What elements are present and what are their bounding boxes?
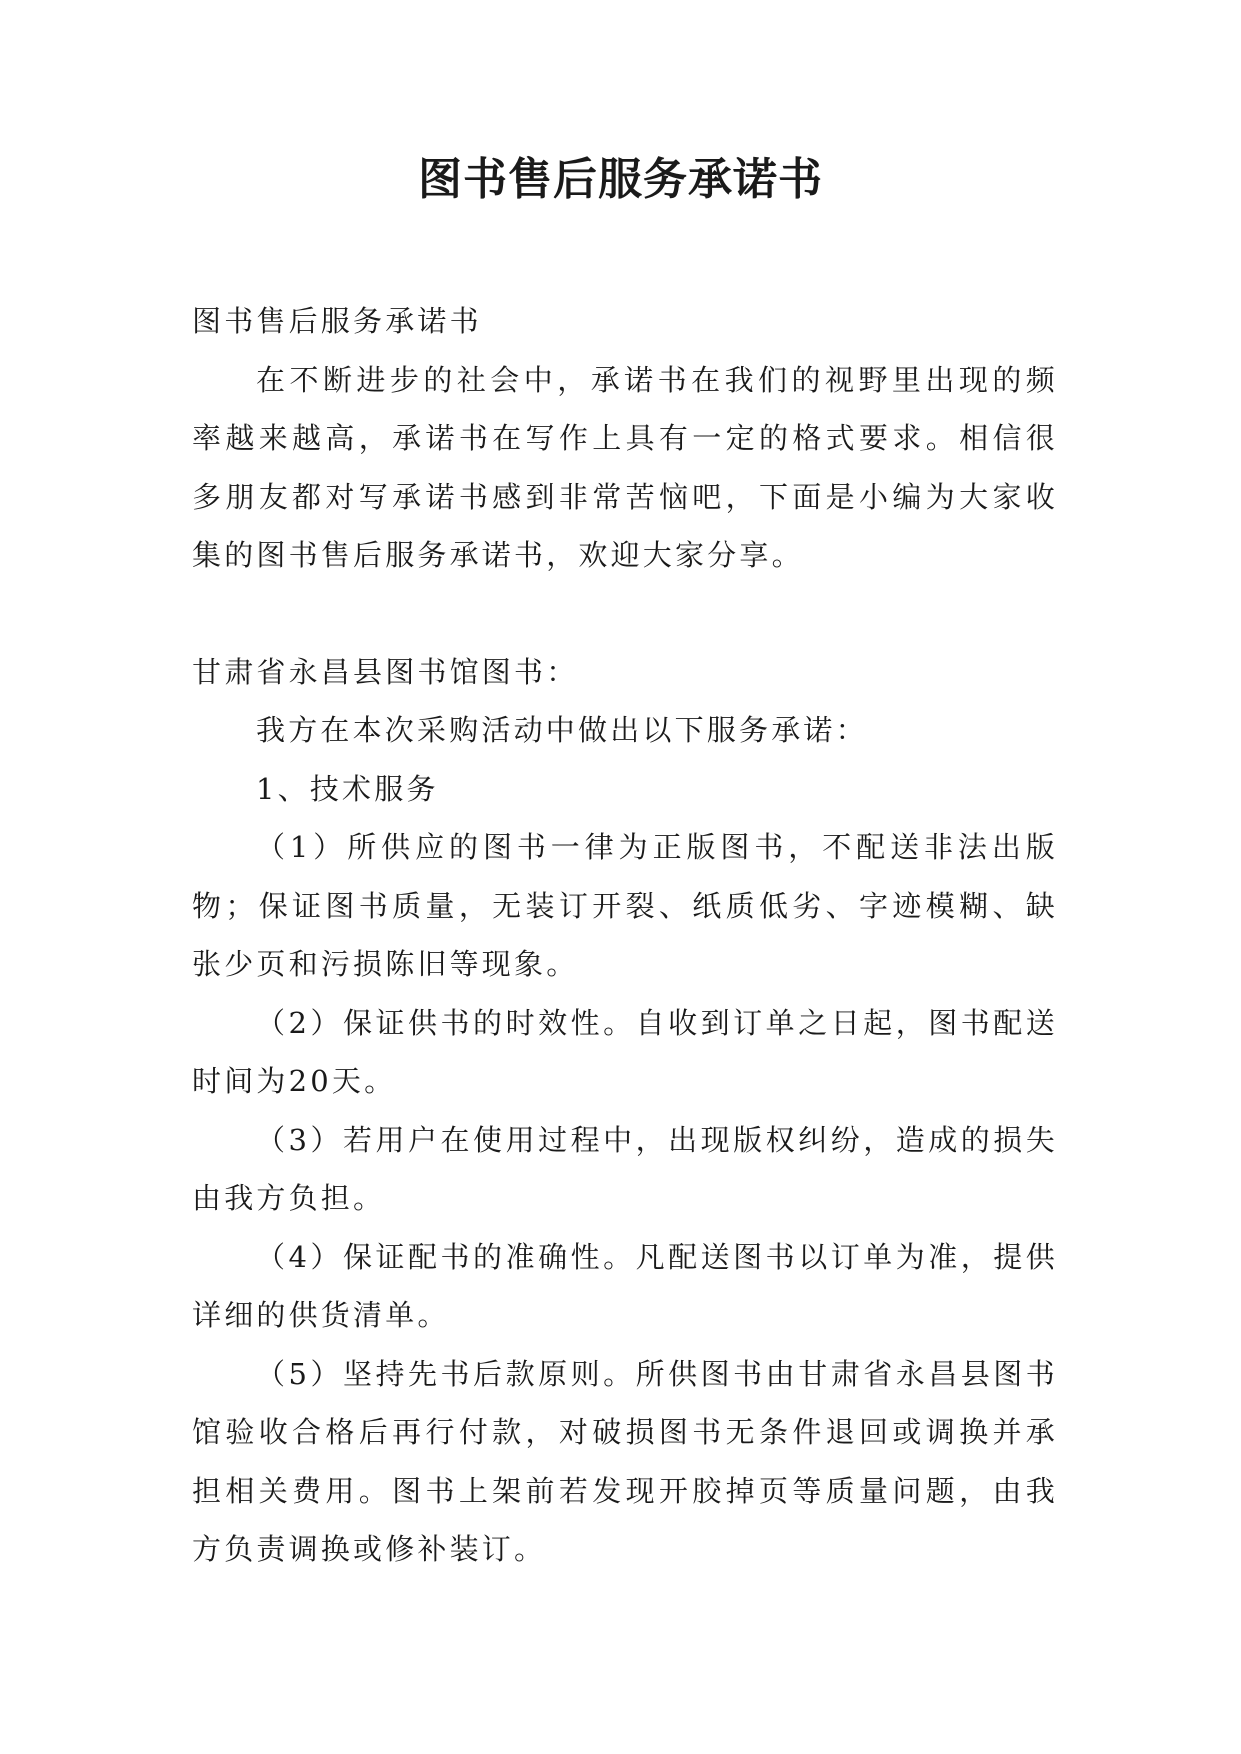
intro-paragraph: 在不断进步的社会中，承诺书在我们的视野里出现的频率越来越高，承诺书在写作上具有一定的格式要求。相信很多朋友都对写承诺书感到非常苦恼吧，下面是小编为大家收集的图书售后服务承诺书，欢迎大家分享。 xyxy=(192,362,1058,572)
document-body xyxy=(192,292,1058,1579)
commitment-item-3: （3）若用户在使用过程中，出现版权纠纷，造成的损失由我方负担。 xyxy=(192,1122,1058,1215)
document-title: 图书售后服务承诺书 xyxy=(418,154,823,205)
paragraph-spacer xyxy=(192,585,1058,643)
commitment-item-5: （5）坚持先书后款原则。所供图书由甘肃省永昌县图书馆验收合格后再行付款，对破损图书无条件退回或调换并承担相关费用。图书上架前若发现开胶掉页等质量问题，由我方负责调换或修补装订。 xyxy=(192,1356,1058,1566)
commitment-item-1: （1）所供应的图书一律为正版图书，不配送非法出版物；保证图书质量，无装订开裂、纸质低劣、字迹模糊、缺张少页和污损陈旧等现象。 xyxy=(192,830,1058,981)
commitment-item-4: （4）保证配书的准确性。凡配送图书以订单为准，提供详细的供货清单。 xyxy=(192,1239,1058,1332)
document-subtitle: 图书售后服务承诺书 xyxy=(192,304,482,338)
addressee-line: 甘肃省永昌县图书馆图书： xyxy=(192,654,579,689)
section-heading: 1、技术服务 xyxy=(256,771,439,806)
opening-paragraph: 我方在本次采购活动中做出以下服务承诺： xyxy=(256,713,868,747)
commitment-item-2: （2）保证供书的时效性。自收到订单之日起，图书配送时间为20天。 xyxy=(192,1005,1058,1098)
